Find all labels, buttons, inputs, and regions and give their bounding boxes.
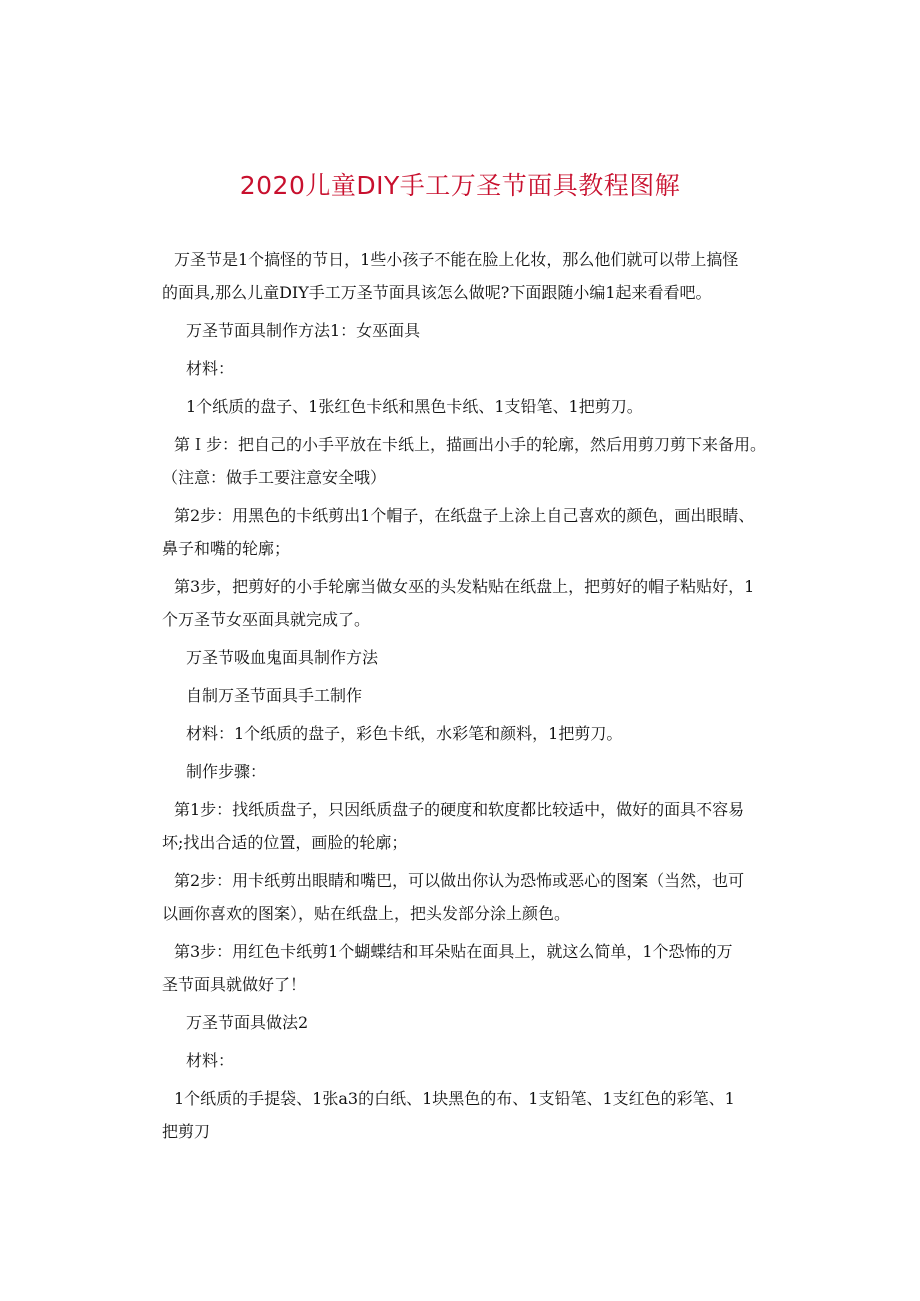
paragraph-line: 万圣节面具做法2 <box>186 1013 309 1032</box>
paragraph-line: 以画你喜欢的图案），贴在纸盘上，把头发部分涂上颜色。 <box>162 904 571 923</box>
paragraph-line: 坏;找出合适的位置，画脸的轮廓； <box>162 833 408 852</box>
paragraph-line: 自制万圣节面具手工制作 <box>186 686 363 705</box>
paragraph-line: 制作步骤： <box>186 762 267 781</box>
paragraph-line: 个万圣节女巫面具就完成了。 <box>162 610 371 629</box>
paragraph <box>162 1006 802 1039</box>
paragraph <box>162 390 802 423</box>
paragraph <box>162 641 802 674</box>
paragraph-line: 第Ｉ步：把自己的小手平放在卡纸上，描画出小手的轮廓，然后用剪刀剪下来备用。 <box>174 435 767 454</box>
paragraph-line: 第2步：用卡纸剪出眼睛和嘴巴，可以做出你认为恐怖或恶心的图案（当然，也可 <box>174 871 745 890</box>
paragraph-line: 1个纸质的手提袋、1张a3的白纸、1块黑色的布、1支铅笔、1支红色的彩笔、1 <box>174 1089 735 1108</box>
paragraph-line: 材料： <box>186 1051 235 1070</box>
paragraph-line: 圣节面具就做好了！ <box>162 975 307 994</box>
paragraph-line: （注意：做手工要注意安全哦） <box>162 468 387 487</box>
paragraph <box>162 1082 802 1148</box>
paragraph <box>162 428 802 494</box>
paragraph-line: 第2步：用黑色的卡纸剪出1个帽子，在纸盘子上涂上自己喜欢的颜色，画出眼睛、 <box>174 506 755 525</box>
document-title: 2020儿童DIY手工万圣节面具教程图解 <box>239 171 681 200</box>
paragraph <box>162 679 802 712</box>
paragraph <box>162 864 802 930</box>
document-body <box>162 243 802 1153</box>
paragraph-line: 材料：1个纸质的盘子，彩色卡纸，水彩笔和颜料，1把剪刀。 <box>186 724 623 743</box>
paragraph <box>162 935 802 1001</box>
paragraph <box>162 499 802 565</box>
paragraph <box>162 243 802 309</box>
paragraph-line: 第1步：找纸质盘子，只因纸质盘子的硬度和软度都比较适中，做好的面具不容易 <box>174 800 745 819</box>
paragraph-line: 1个纸质的盘子、1张红色卡纸和黑色卡纸、1支铅笔、1把剪刀。 <box>186 397 643 416</box>
paragraph <box>162 793 802 859</box>
paragraph <box>162 570 802 636</box>
paragraph-line: 的面具,那么儿童DIY手工万圣节面具该怎么做呢?下面跟随小编1起来看看吧。 <box>162 283 712 302</box>
paragraph-line: 第3步，把剪好的小手轮廓当做女巫的头发粘贴在纸盘上，把剪好的帽子粘贴好，1 <box>174 577 755 596</box>
paragraph-line: 材料： <box>186 359 235 378</box>
paragraph-line: 万圣节吸血鬼面具制作方法 <box>186 648 379 667</box>
paragraph-line: 第3步：用红色卡纸剪1个蝴蝶结和耳朵贴在面具上，就这么简单，1个恐怖的万 <box>174 942 733 961</box>
paragraph <box>162 1044 802 1077</box>
paragraph <box>162 717 802 750</box>
paragraph <box>162 755 802 788</box>
paragraph-line: 万圣节面具制作方法1：女巫面具 <box>186 321 421 340</box>
paragraph <box>162 352 802 385</box>
paragraph-line: 把剪刀 <box>162 1122 211 1141</box>
paragraph-line: 万圣节是1个搞怪的节日，1些小孩子不能在脸上化妆，那么他们就可以带上搞怪 <box>174 250 739 269</box>
paragraph-line: 鼻子和嘴的轮廓； <box>162 539 291 558</box>
paragraph <box>162 314 802 347</box>
